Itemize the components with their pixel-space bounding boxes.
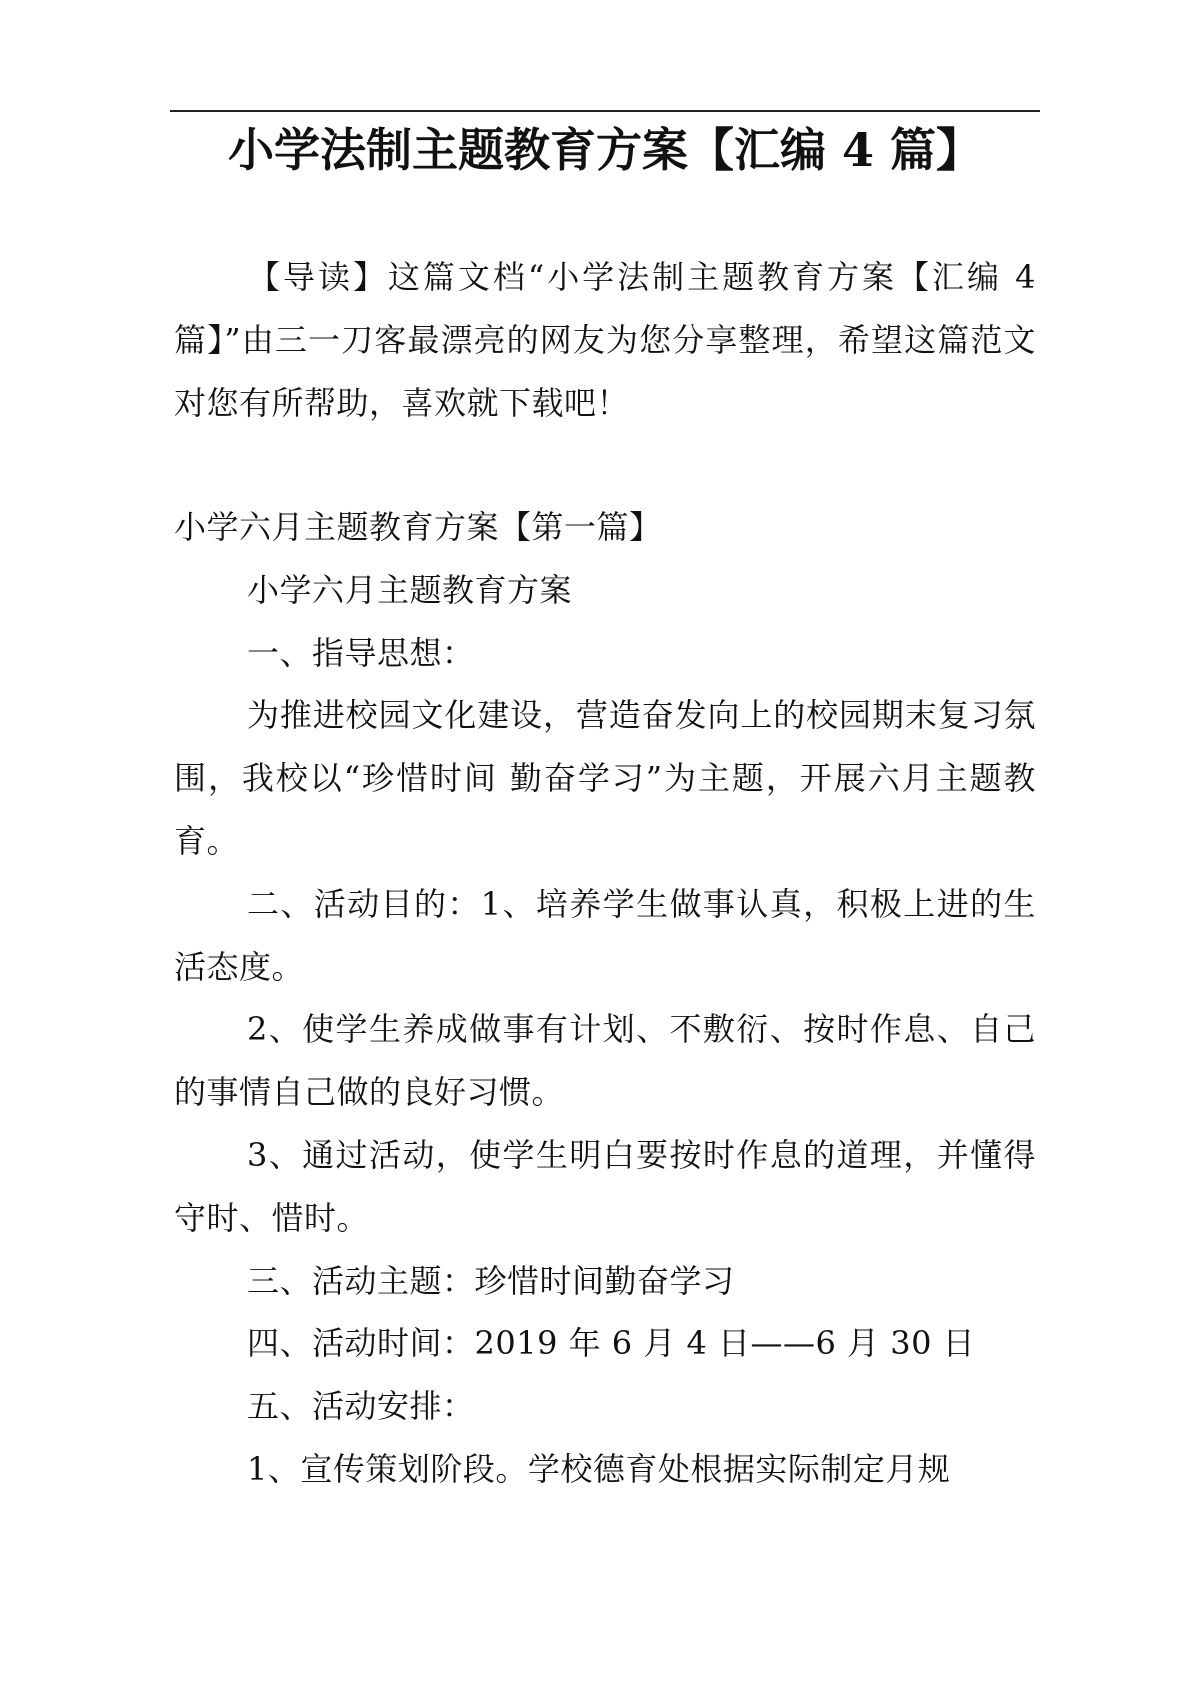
activity-purpose-paragraph: 二、活动目的：1、培养学生做事认真，积极上进的生活态度。 [174, 884, 1036, 986]
section-heading: 小学六月主题教育方案【第一篇】 [174, 508, 662, 546]
activity-arrangement-heading: 五、活动安排： [247, 1387, 475, 1426]
purpose-item-3: 3、通过活动，使学生明白要按时作息的道理，并懂得守时、惜时。 [174, 1135, 1036, 1237]
arrangement-item-1: 1、宣传策划阶段。学校德育处根据实际制定月规 [247, 1449, 951, 1488]
guiding-ideology-paragraph: 为推进校园文化建设，营造奋发向上的校园期末复习氛围，我校以“珍惜时间 勤奋学习”为主题，开展六月主题教育。 [174, 696, 1036, 860]
document-body [174, 496, 1036, 1501]
activity-time-paragraph: 四、活动时间：2019 年 6 月 4 日——6 月 30 日 [247, 1324, 976, 1363]
document-title: 小学法制主题教育方案【汇编 4 篇】 [227, 123, 983, 177]
intro-paragraph: 【导读】这篇文档“小学法制主题教育方案【汇编 4 篇】”由三一刀客最漂亮的网友为您分享整理，希望这篇范文对您有所帮助，喜欢就下载吧！ [174, 258, 1036, 422]
activity-theme-paragraph: 三、活动主题：珍惜时间勤奋学习 [247, 1261, 735, 1300]
purpose-item-2: 2、使学生养成做事有计划、不敷衍、按时作息、自己的事情自己做的良好习惯。 [174, 1010, 1036, 1112]
guiding-ideology-heading: 一、指导思想： [247, 633, 475, 672]
subtitle-paragraph: 小学六月主题教育方案 [247, 570, 573, 609]
